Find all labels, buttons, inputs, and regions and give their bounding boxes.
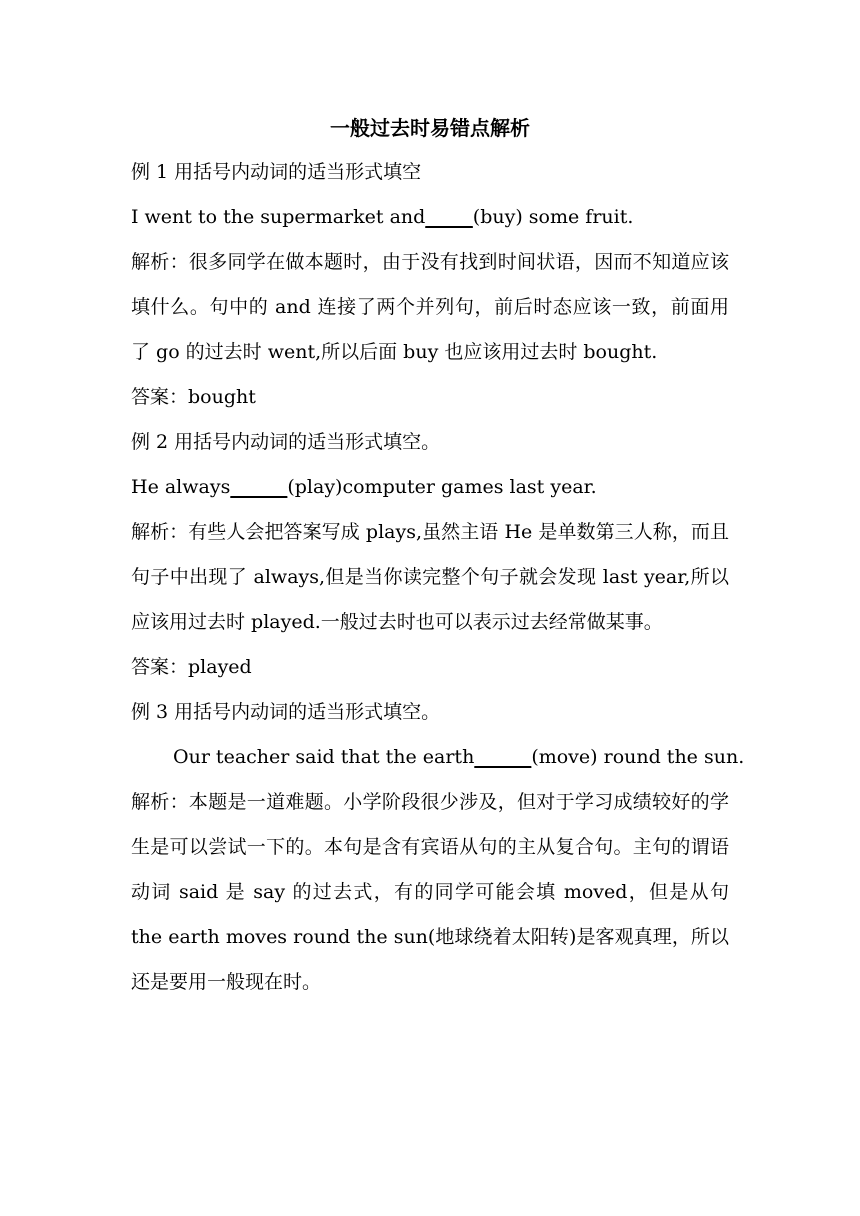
- example-1-answer: 答案：bought: [131, 386, 256, 408]
- example-2-answer: 答案：played: [131, 656, 252, 678]
- example-1-heading: 例 1 用括号内动词的适当形式填空: [131, 161, 422, 183]
- example-3-sentence: [131, 735, 745, 780]
- example-3-blank: ______: [474, 746, 532, 768]
- example-3-sentence-before: Our teacher said that the earth: [173, 746, 475, 768]
- example-2-sentence-before: He always: [131, 476, 231, 498]
- example-1-sentence-before: I went to the supermarket and: [131, 206, 426, 228]
- document-body: [131, 108, 745, 1005]
- example-1-analysis: 解析：很多同学在做本题时，由于没有找到时间状语，因而不知道应该填什么。句中的 and 连接了两个并列句，前后时态应该一致，前面用了 go 的过去时 went,所以后面 buy 也应该用过去时 bought.: [131, 251, 729, 363]
- example-2-sentence: [131, 465, 729, 510]
- example-1-blank: _____: [425, 206, 473, 228]
- example-2-blank: ______: [230, 476, 288, 498]
- example-3-heading: 例 3 用括号内动词的适当形式填空。: [131, 701, 441, 723]
- example-1-sentence-after: (buy) some fruit.: [472, 206, 634, 228]
- example-2-heading: 例 2 用括号内动词的适当形式填空。: [131, 431, 441, 453]
- example-2-analysis: 解析：有些人会把答案写成 plays,虽然主语 He 是单数第三人称，而且句子中出现了 always,但是当你读完整个句子就会发现 last year,所以应该用过去时 played.一般过去时也可以表示过去经常做某事。: [131, 521, 729, 633]
- document-title: 一般过去时易错点解析: [330, 116, 530, 140]
- example-3-analysis: 解析：本题是一道难题。小学阶段很少涉及，但对于学习成绩较好的学生是可以尝试一下的。本句是含有宾语从句的主从复合句。主句的谓语动词 said 是 say 的过去式，有的同学可能会填 moved，但是从句 the earth moves round the sun(地球绕着太阳转)是客观真理，所以还是要用一般现在时。: [131, 791, 729, 993]
- example-1-sentence: [131, 195, 729, 240]
- example-3-sentence-after: (move) round the sun.: [531, 746, 745, 768]
- example-2-sentence-after: (play)computer games last year.: [287, 476, 597, 498]
